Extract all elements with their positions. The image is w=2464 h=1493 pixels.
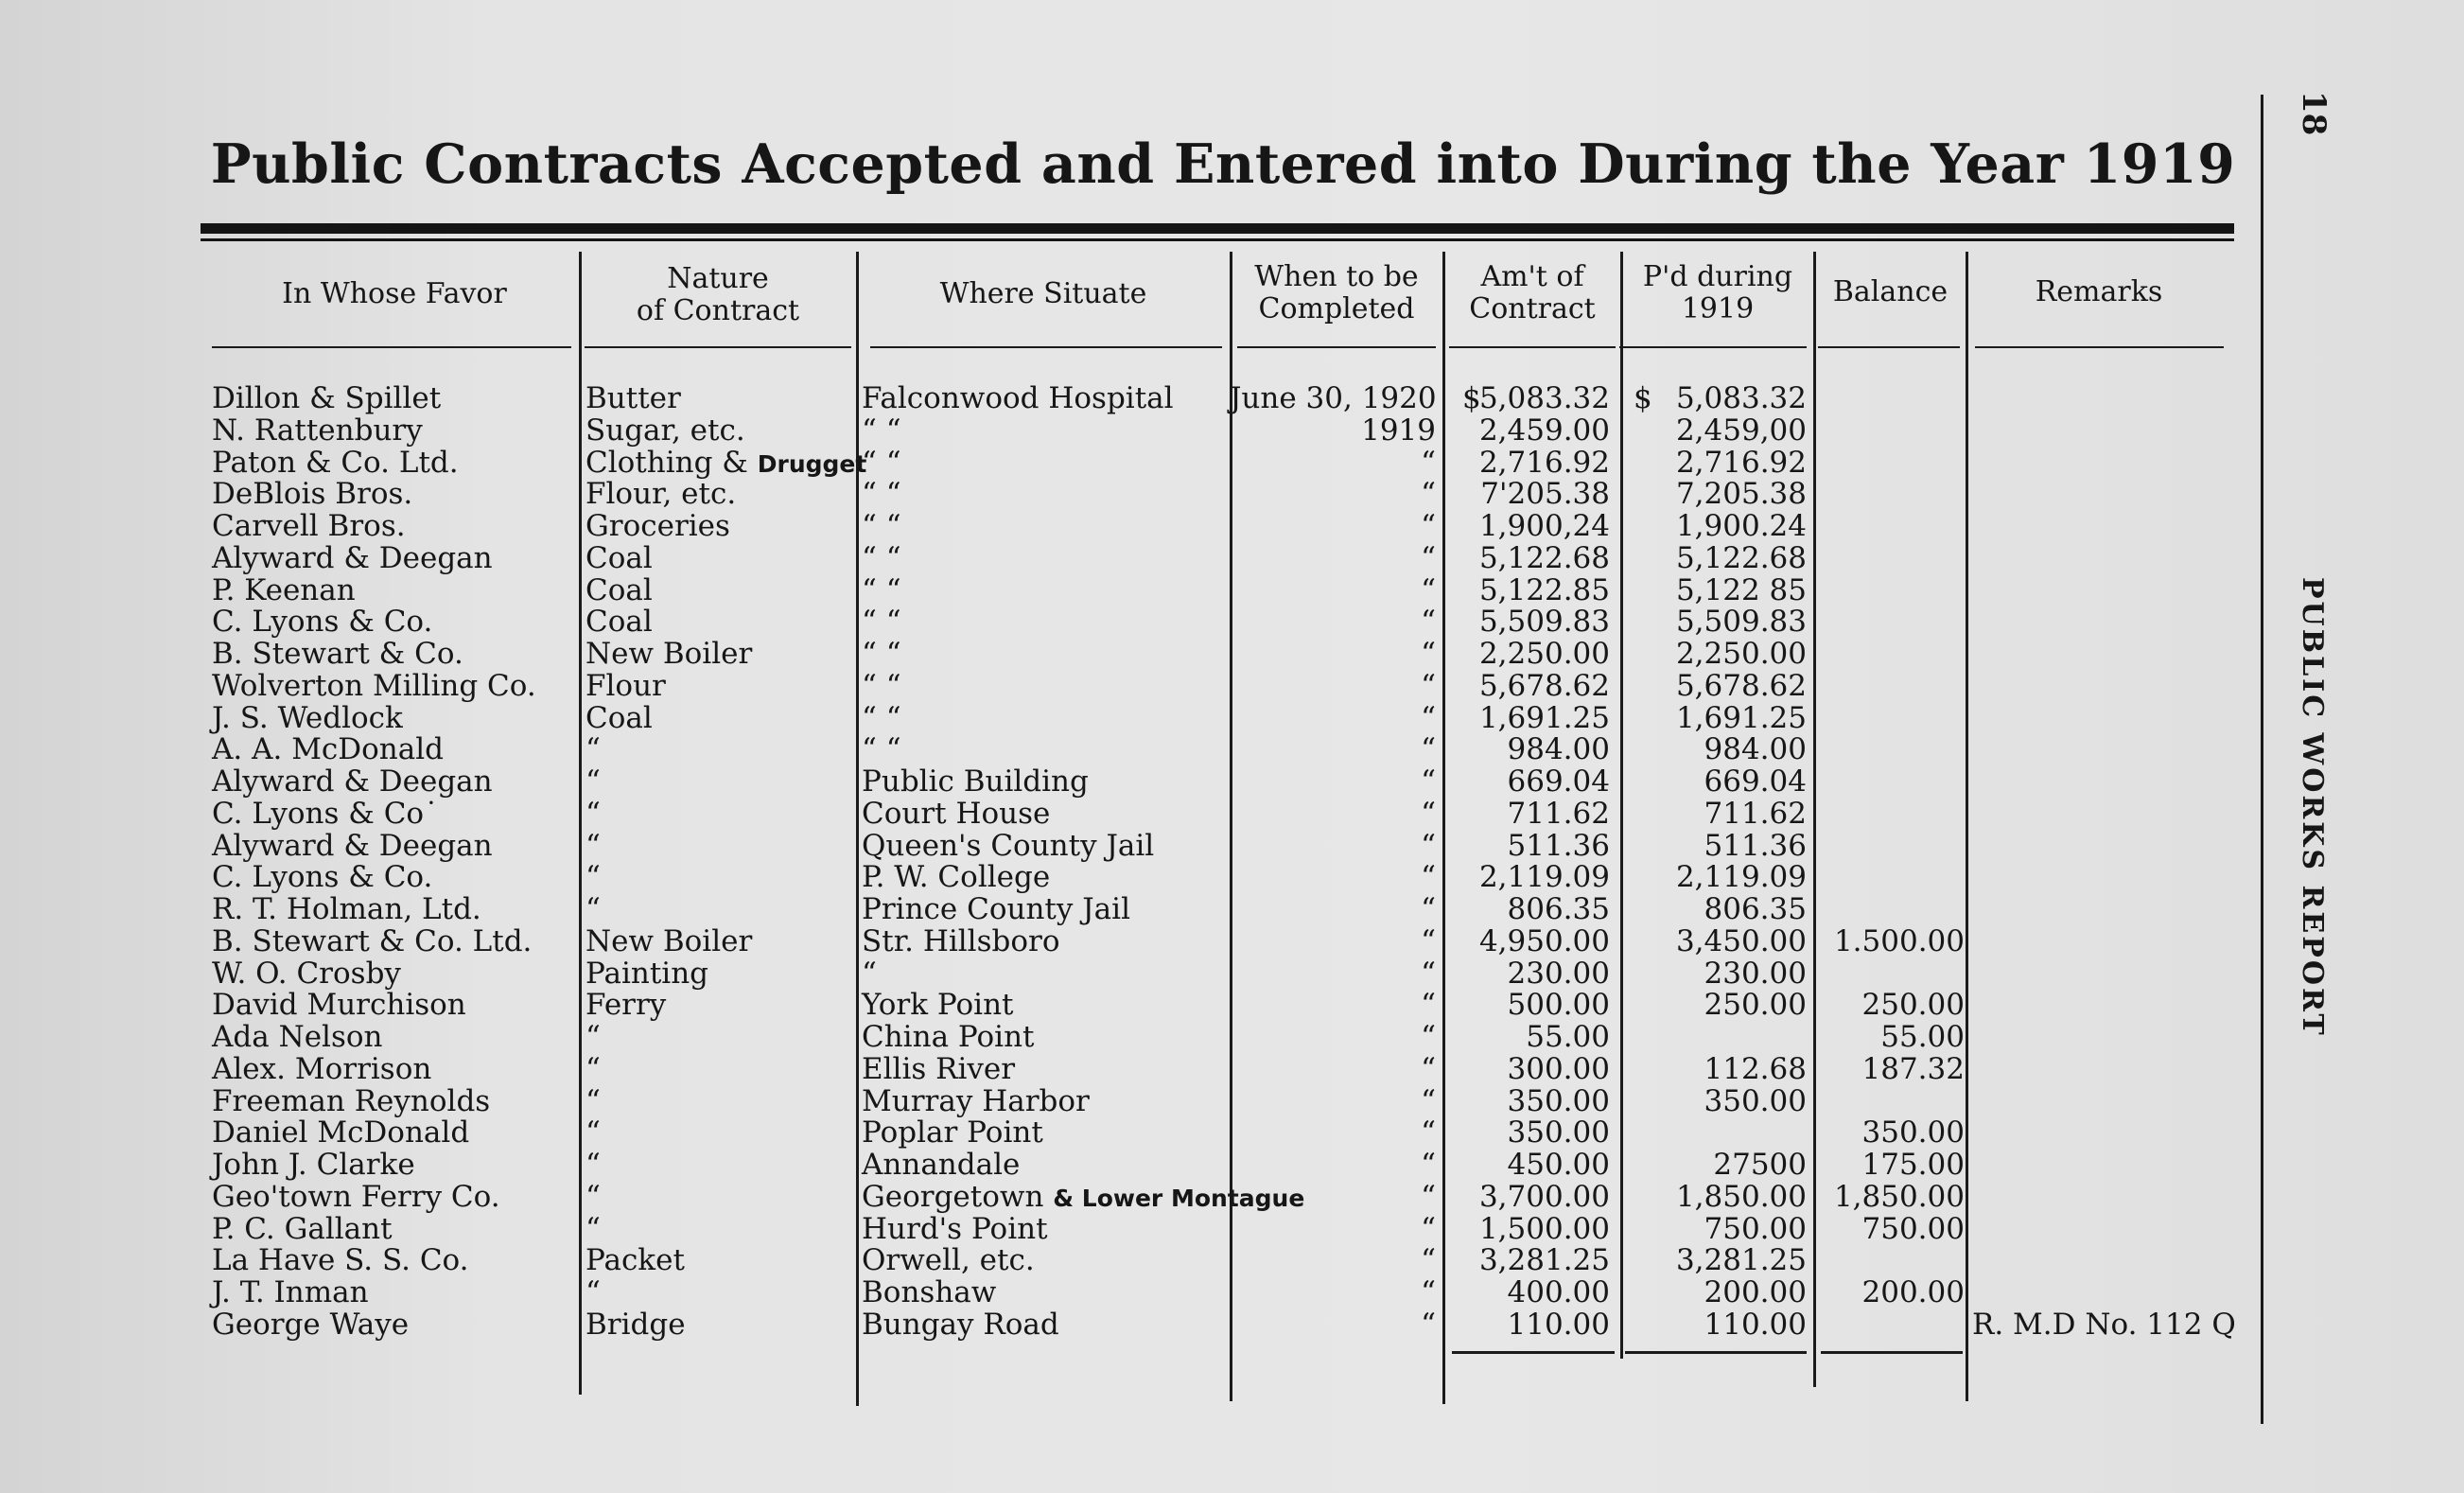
cell-paid: 1,900.24: [1675, 509, 1807, 543]
cell-amount: 350.00: [1507, 1115, 1610, 1150]
cell-balance: 250.00: [1861, 988, 1965, 1023]
cell-where: “ “: [862, 477, 901, 512]
cell-favor: Alyward & Deegan: [212, 828, 493, 863]
cell-where: Str. Hillsboro: [862, 923, 1060, 958]
cell-amount: 669.04: [1507, 764, 1610, 799]
cell-when: “: [1421, 700, 1436, 735]
cell-favor: C. Lyons & Co.: [212, 605, 433, 640]
total-rule-paid: [1625, 1351, 1807, 1354]
cell-nature: Painting: [585, 956, 709, 991]
cell-when: “: [1421, 1243, 1436, 1278]
table-row: [0, 1116, 2289, 1149]
cell-nature: “: [585, 1148, 601, 1182]
cell-amount: 1,900,24: [1478, 509, 1610, 543]
cell-paid: 350.00: [1704, 1083, 1807, 1118]
header-underline-nature: [585, 346, 851, 348]
table-row: [0, 733, 2289, 765]
side-running-title: PUBLIC WORKS REPORT: [2296, 577, 2329, 1038]
table-row: [0, 861, 2289, 893]
table-row: [0, 830, 2289, 862]
table-row: [0, 478, 2289, 510]
cell-nature: “: [585, 1179, 601, 1214]
cell-amount: 806.35: [1507, 892, 1610, 926]
cell-favor: Carvell Bros.: [212, 509, 406, 543]
cell-balance: 187.32: [1861, 1051, 1965, 1086]
cell-paid: 3,281.25: [1675, 1243, 1807, 1278]
cell-nature: “: [585, 1115, 601, 1150]
cell-where: “ “: [862, 509, 901, 543]
title-thin-rule: [201, 238, 2234, 241]
table-row: [0, 893, 2289, 925]
cell-nature: Coal: [585, 572, 653, 607]
cell-nature: “: [585, 732, 601, 767]
cell-paid: 230.00: [1704, 956, 1807, 991]
cell-favor: A. A. McDonald: [212, 732, 445, 767]
cell-amount: 5,678.62: [1478, 668, 1610, 703]
header-remarks: Remarks: [2035, 275, 2163, 308]
cell-nature: Packet: [585, 1243, 685, 1278]
cell-amount: 110.00: [1507, 1307, 1610, 1342]
table-row: [0, 606, 2289, 638]
cell-where: Murray Harbor: [862, 1083, 1090, 1118]
header-underline-where: [870, 346, 1222, 348]
cell-amount: 3,700.00: [1478, 1179, 1610, 1214]
cell-favor: La Have S. S. Co.: [212, 1243, 469, 1278]
cell-where: Annandale: [862, 1148, 1021, 1182]
cell-where: York Point: [862, 988, 1014, 1023]
table-row: [0, 1181, 2289, 1213]
cell-nature: “: [585, 1211, 601, 1246]
cell-nature: Bridge: [585, 1307, 686, 1342]
cell-where: “ “: [862, 605, 901, 640]
header-underline-paid: [1619, 346, 1807, 348]
table-row: [0, 1085, 2289, 1117]
cell-amount: 2,716.92: [1478, 445, 1610, 480]
cell-favor: W. O. Crosby: [212, 956, 401, 991]
cell-when: “: [1421, 1115, 1436, 1150]
cell-amount: 2,119.09: [1478, 860, 1610, 895]
cell-amount: 1,691.25: [1478, 700, 1610, 735]
cell-when: “: [1421, 509, 1436, 543]
cell-paid: 200.00: [1704, 1275, 1807, 1309]
cell-favor: Alyward & Deegan: [212, 764, 493, 799]
table-row: [0, 1309, 2289, 1341]
cell-amount: 511.36: [1507, 828, 1610, 863]
cell-amount: 450.00: [1507, 1148, 1610, 1182]
table-row: [0, 1053, 2289, 1085]
cell-favor: P. C. Gallant: [212, 1211, 393, 1246]
cell-paid: 27500: [1713, 1148, 1807, 1182]
cell-where: Ellis River: [862, 1051, 1016, 1086]
header-nature: Nature of Contract: [636, 262, 800, 327]
cell-balance: 350.00: [1861, 1115, 1965, 1150]
cell-amount: 5,122.85: [1478, 572, 1610, 607]
table-row: [0, 382, 2289, 414]
currency-mark-amount: $: [1462, 381, 1481, 415]
cell-when: “: [1421, 764, 1436, 799]
cell-nature: Flour, etc.: [585, 477, 737, 512]
cell-where: Bungay Road: [862, 1307, 1059, 1342]
cell-favor: Alex. Morrison: [212, 1051, 432, 1086]
cell-where: China Point: [862, 1020, 1035, 1054]
total-rule-amount: [1452, 1351, 1615, 1354]
cell-nature: “: [585, 892, 601, 926]
table-row: [0, 1021, 2289, 1053]
cell-when: “: [1421, 668, 1436, 703]
cell-amount: 711.62: [1507, 796, 1610, 831]
table-row: [0, 957, 2289, 990]
header-underline-remarks: [1975, 346, 2224, 348]
cell-when: “: [1421, 956, 1436, 991]
cell-amount: 350.00: [1507, 1083, 1610, 1118]
cell-nature: Butter: [585, 381, 681, 415]
cell-favor: George Waye: [212, 1307, 410, 1342]
cell-where: Poplar Point: [862, 1115, 1043, 1150]
cell-paid: 1,691.25: [1675, 700, 1807, 735]
header-underline-amount: [1449, 346, 1616, 348]
currency-mark-paid: $: [1634, 381, 1652, 415]
cell-amount: 5,083.32: [1478, 381, 1610, 415]
cell-nature: Groceries: [585, 509, 730, 543]
cell-paid: 1,850.00: [1675, 1179, 1807, 1214]
table-row: [0, 542, 2289, 574]
cell-nature: “: [585, 1051, 601, 1086]
cell-favor: B. Stewart & Co.: [212, 637, 463, 671]
cell-amount: 4,950.00: [1478, 923, 1610, 958]
cell-favor: J. S. Wedlock: [212, 700, 403, 735]
cell-balance: 200.00: [1861, 1275, 1965, 1309]
cell-when: “: [1421, 477, 1436, 512]
cell-when: “: [1421, 540, 1436, 575]
header-balance: Balance: [1832, 275, 1948, 308]
table-row: [0, 925, 2289, 957]
cell-when: “: [1421, 572, 1436, 607]
cell-favor: Ada Nelson: [212, 1020, 383, 1054]
cell-when: June 30, 1920: [1230, 381, 1437, 415]
cell-paid: 806.35: [1704, 892, 1807, 926]
cell-when: “: [1421, 988, 1436, 1023]
cell-nature: Ferry: [585, 988, 667, 1023]
cell-paid: 2,459,00: [1675, 413, 1807, 448]
cell-amount: 55.00: [1526, 1020, 1610, 1054]
cell-paid: 5,509.83: [1675, 605, 1807, 640]
page-title: Public Contracts Accepted and Entered into During the Year 1919: [210, 132, 2236, 196]
table-row: [0, 670, 2289, 702]
cell-where: Orwell, etc.: [862, 1243, 1035, 1278]
cell-favor: David Murchison: [212, 988, 466, 1023]
cell-amount: 1,500.00: [1478, 1211, 1610, 1246]
cell-when: 1919: [1361, 413, 1436, 448]
cell-paid: 5,083.32: [1675, 381, 1807, 415]
cell-where: “ “: [862, 637, 901, 671]
cell-nature: Coal: [585, 540, 653, 575]
cell-when: “: [1421, 732, 1436, 767]
cell-when: “: [1421, 1307, 1436, 1342]
cell-where: “ “: [862, 413, 901, 448]
cell-when: “: [1421, 637, 1436, 671]
page-number: 18: [2295, 91, 2333, 136]
cell-favor: DeBlois Bros.: [212, 477, 413, 512]
cell-amount: 500.00: [1507, 988, 1610, 1023]
cell-amount: 230.00: [1507, 956, 1610, 991]
table-row: [0, 1213, 2289, 1245]
cell-when: “: [1421, 1020, 1436, 1054]
header-underline-favor: [212, 346, 571, 348]
cell-where: Bonshaw: [862, 1275, 997, 1309]
table-row: [0, 447, 2289, 479]
cell-favor: Geo'town Ferry Co.: [212, 1179, 500, 1214]
cell-nature: New Boiler: [585, 923, 753, 958]
cell-paid: 250.00: [1704, 988, 1807, 1023]
table-row: [0, 798, 2289, 830]
cell-paid: 711.62: [1704, 796, 1807, 831]
cell-nature: “: [585, 1083, 601, 1118]
cell-where: Falconwood Hospital: [862, 381, 1174, 415]
table-row: [0, 702, 2289, 734]
cell-favor: Alyward & Deegan: [212, 540, 493, 575]
cell-where: Public Building: [862, 764, 1089, 799]
cell-paid: 5,122 85: [1675, 572, 1807, 607]
cell-amount: 3,281.25: [1478, 1243, 1610, 1278]
cell-favor: P. Keenan: [212, 572, 356, 607]
cell-paid: 2,119.09: [1675, 860, 1807, 895]
cell-amount: 2,459.00: [1478, 413, 1610, 448]
cell-favor: Wolverton Milling Co.: [212, 668, 536, 703]
header-underline-when: [1237, 346, 1436, 348]
cell-when: “: [1421, 923, 1436, 958]
table-row: [0, 1244, 2289, 1276]
cell-amount: 984.00: [1507, 732, 1610, 767]
cell-nature: Coal: [585, 605, 653, 640]
cell-amount: 2,250.00: [1478, 637, 1610, 671]
cell-nature-small-type: Drugget: [757, 449, 867, 478]
cell-where: P. W. College: [862, 860, 1051, 895]
cell-balance: 175.00: [1861, 1148, 1965, 1182]
header-where: Where Situate: [939, 277, 1147, 310]
header-amount: Am't of Contract: [1469, 260, 1596, 325]
cell-favor: Daniel McDonald: [212, 1115, 470, 1150]
cell-paid: 984.00: [1704, 732, 1807, 767]
title-thick-rule: [201, 223, 2234, 234]
table-row: [0, 638, 2289, 670]
cell-paid: 112.68: [1704, 1051, 1807, 1086]
cell-paid: 3,450.00: [1675, 923, 1807, 958]
cell-paid: 5,678.62: [1675, 668, 1807, 703]
cell-when: “: [1421, 445, 1436, 480]
cell-where: “ “: [862, 732, 901, 767]
cell-paid: 7,205.38: [1675, 477, 1807, 512]
cell-favor: Paton & Co. Ltd.: [212, 445, 459, 480]
cell-when: “: [1421, 1148, 1436, 1182]
cell-where: Georgetown & Lower Montague: [862, 1179, 1305, 1214]
cell-nature: Coal: [585, 700, 653, 735]
cell-where: Queen's County Jail: [862, 828, 1155, 863]
cell-when: “: [1421, 1179, 1436, 1214]
cell-favor: J. T. Inman: [212, 1275, 369, 1309]
header-paid: P'd during 1919: [1642, 260, 1793, 325]
cell-when: “: [1421, 796, 1436, 831]
header-underline-balance: [1818, 346, 1960, 348]
cell-when: “: [1421, 1211, 1436, 1246]
cell-amount: 400.00: [1507, 1275, 1610, 1309]
cell-balance: 55.00: [1880, 1020, 1965, 1054]
cell-nature: Flour: [585, 668, 666, 703]
cell-paid: 110.00: [1704, 1307, 1807, 1342]
cell-balance: 1,850.00: [1833, 1179, 1965, 1214]
cell-where: Prince County Jail: [862, 892, 1130, 926]
cell-favor: John J. Clarke: [212, 1148, 415, 1182]
cell-nature: “: [585, 860, 601, 895]
cell-favor: B. Stewart & Co. Ltd.: [212, 923, 533, 958]
cell-favor: R. T. Holman, Ltd.: [212, 892, 481, 926]
cell-when: “: [1421, 892, 1436, 926]
table-row: [0, 1149, 2289, 1181]
cell-nature: New Boiler: [585, 637, 753, 671]
cell-paid: 5,122.68: [1675, 540, 1807, 575]
table-row: [0, 1276, 2289, 1309]
header-favor: In Whose Favor: [282, 277, 507, 310]
cell-when: “: [1421, 1275, 1436, 1309]
cell-remarks: R. M.D No. 112 Q: [1972, 1307, 2236, 1342]
cell-when: “: [1421, 1083, 1436, 1118]
cell-nature: “: [585, 828, 601, 863]
cell-nature: “: [585, 1275, 601, 1309]
cell-balance: 750.00: [1861, 1211, 1965, 1246]
cell-amount: 5,509.83: [1478, 605, 1610, 640]
cell-nature: “: [585, 1020, 601, 1054]
cell-nature: “: [585, 764, 601, 799]
cell-where: Court House: [862, 796, 1051, 831]
table-row: [0, 765, 2289, 798]
cell-where-small-type: & Lower Montague: [1053, 1184, 1305, 1212]
cell-where: Hurd's Point: [862, 1211, 1048, 1246]
cell-favor: Freeman Reynolds: [212, 1083, 491, 1118]
cell-nature: “: [585, 796, 601, 831]
cell-amount: 300.00: [1507, 1051, 1610, 1086]
cell-amount: 7'205.38: [1480, 477, 1610, 512]
cell-when: “: [1421, 860, 1436, 895]
cell-when: “: [1421, 828, 1436, 863]
table-row: [0, 414, 2289, 447]
cell-favor: N. Rattenbury: [212, 413, 423, 448]
table-row: [0, 510, 2289, 542]
table-row: [0, 989, 2289, 1021]
total-rule-balance: [1821, 1351, 1963, 1354]
cell-paid: 2,716.92: [1675, 445, 1807, 480]
cell-where: “ “: [862, 445, 901, 480]
cell-favor: C. Lyons & Co˙: [212, 796, 439, 831]
cell-paid: 511.36: [1704, 828, 1807, 863]
cell-paid: 669.04: [1704, 764, 1807, 799]
header-when: When to be Completed: [1254, 260, 1419, 325]
cell-where: “ “: [862, 668, 901, 703]
cell-nature: Clothing & Drugget: [585, 445, 867, 480]
cell-when: “: [1421, 605, 1436, 640]
cell-where: “: [862, 956, 877, 991]
table-row: [0, 574, 2289, 606]
cell-where: “ “: [862, 700, 901, 735]
cell-favor: C. Lyons & Co.: [212, 860, 433, 895]
cell-where: “ “: [862, 540, 901, 575]
cell-amount: 5,122.68: [1478, 540, 1610, 575]
cell-paid: 2,250.00: [1675, 637, 1807, 671]
cell-where: “ “: [862, 572, 901, 607]
cell-paid: 750.00: [1704, 1211, 1807, 1246]
cell-favor: Dillon & Spillet: [212, 381, 442, 415]
cell-when: “: [1421, 1051, 1436, 1086]
cell-nature: Sugar, etc.: [585, 413, 745, 448]
cell-balance: 1.500.00: [1833, 923, 1965, 958]
